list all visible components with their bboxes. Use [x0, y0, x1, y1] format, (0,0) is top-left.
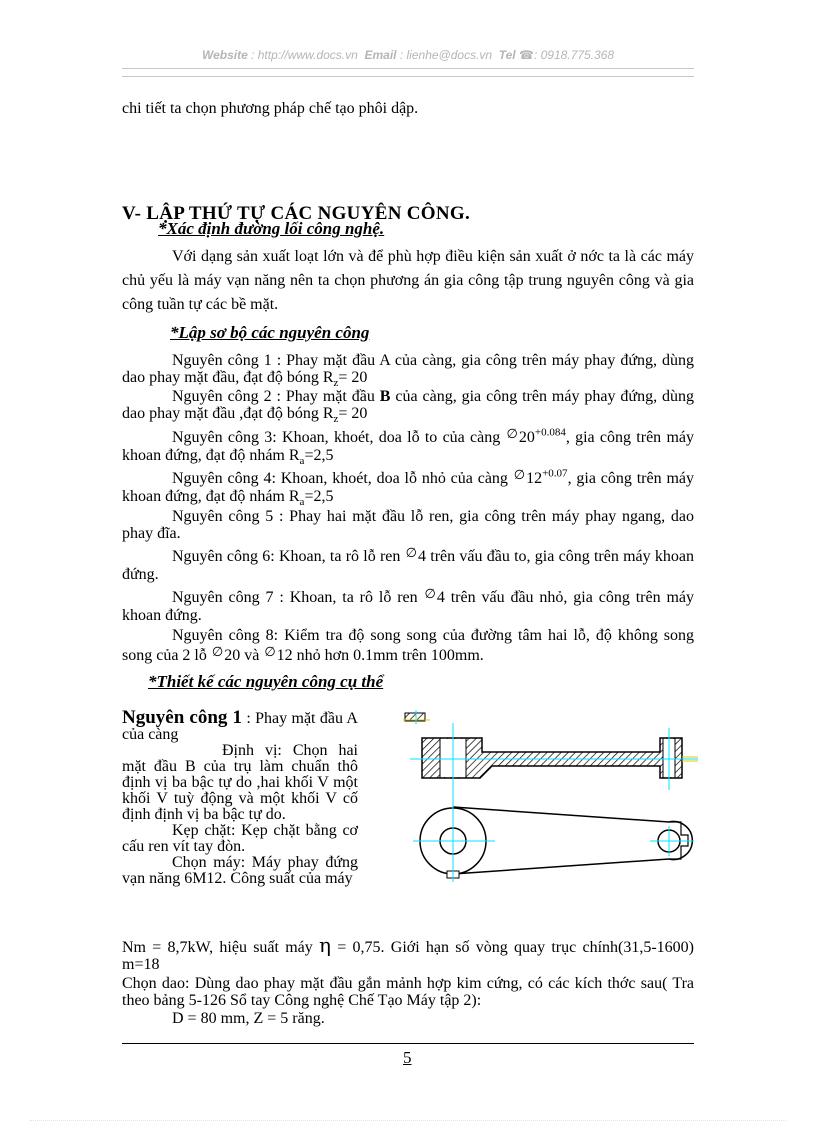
- operation-1: Nguyên công 1 : Phay mặt đầu A của càng, gia công trên máy phay đứng, dùng dao phay mặt đầu, đạt độ bóng $R_z= 20$: [122, 352, 694, 390]
- subheading-ops: *Lập sơ bộ các nguyên công: [170, 323, 370, 342]
- email-link[interactable]: : lienhe@docs.vn: [399, 48, 493, 62]
- operation-3: Nguyên công 3: Khoan, khoét, doa lỗ to của càng $^\emptyset 20^{+0.084}$, gia công trên máy khoan đứng, đạt độ nhám $R_a=2,5$: [122, 426, 694, 468]
- nc1-details: [122, 933, 694, 1027]
- machine-power: Nm = 8,7kW, hiệu suất máy η = 0,75. Giới hạn số vòng quay trục chính(31,5-1600) m=18: [122, 933, 694, 973]
- diameter-icon: ∅: [506, 427, 518, 442]
- operation-6: Nguyên công 6: Khoan, ta rô lỗ ren ∅4 trên vấu đầu to, gia công trên máy khoan đứng.: [122, 546, 695, 583]
- tool-selection: Chọn dao: Dùng dao phay mặt đầu gắn mảnh hợp kim cứng, có các kích thớc sau( Tra theo bảng 5-126 Sổ tay Công nghệ Chế Tạo Máy tập 2):: [122, 975, 694, 1009]
- plan-view: [413, 800, 694, 882]
- nc1-chon-may: Chọn máy: Máy phay đứng vạn năng 6M12. Công suất của máy: [122, 854, 358, 887]
- diameter-icon: ∅: [513, 468, 526, 483]
- nc1-column: [122, 707, 358, 887]
- page-bottom-dots: [30, 1120, 786, 1121]
- website-link[interactable]: : http://www.docs.vn: [251, 48, 358, 62]
- operation-4: Nguyên công 4: Khoan, khoét, doa lỗ nhỏ của càng $^\emptyset 12^{+0.07}$, gia công trên máy khoan đứng, đạt độ nhám $R_a=2,5$: [122, 467, 694, 509]
- phone-icon: ☎: [519, 48, 534, 62]
- nc1-kep-chat: Kẹp chặt: Kẹp chặt bằng cơ cấu ren vít tay đòn.: [122, 822, 358, 855]
- operations-list: [122, 352, 694, 667]
- operation-2: Nguyên công 2 : Phay mặt đầu B của càng, gia công trên máy phay đứng, dùng dao phay mặt đầu ,đạt độ bóng $R_z= 20$: [122, 388, 695, 426]
- diameter-icon: ∅: [405, 546, 417, 561]
- website-label: Website: [201, 48, 248, 62]
- subheading-design: *Thiết kế các nguyên công cụ thể: [148, 672, 384, 691]
- email-label: Email: [364, 48, 397, 62]
- diameter-icon: ∅: [424, 587, 436, 602]
- page-number: 5: [403, 1048, 412, 1067]
- footer-rule: [122, 1043, 694, 1044]
- operation-5: Nguyên công 5 : Phay hai mặt đầu lỗ ren, gia công trên máy phay ngang, dao phay đĩa.: [122, 508, 694, 542]
- nc1-title: Nguyên công 1 : Phay mặt đầu A của càng: [122, 707, 358, 743]
- section-view: [403, 710, 698, 816]
- header-rule: [122, 68, 694, 69]
- paragraph-route: Với dạng sản xuất loạt lớn và để phù hợp điều kiện sản xuất ở nớc ta là các máy chủ yếu là máy vạn năng nên ta chọn phương án gia công tập trung nguyên công và gia công tuần tự các bề mặt.: [122, 248, 694, 313]
- diameter-icon: ∅: [264, 645, 276, 660]
- section-heading: V- LẬP THỨ TỰ CÁC NGUYÊN CÔNG.: [122, 203, 471, 224]
- operation-7: Nguyên công 7 : Khoan, ta rô lỗ ren ∅4 trên vấu đầu nhỏ, gia công trên máy khoan đứng.: [122, 587, 695, 624]
- intro-line: chi tiết ta chọn phương pháp chế tạo phôi dập.: [122, 100, 419, 117]
- part-sketch: [400, 708, 700, 883]
- header-rule-2: [122, 76, 694, 77]
- nc1-dinh-vi: Định vị: Chọn hai mặt đầu B của trụ làm chuẩn thô định vị ba bậc tự do ,hai khối V một khối V tuỳ động và một khối V cố định định vị ba bậc tự do.: [122, 742, 358, 823]
- eta-symbol: η: [319, 933, 331, 957]
- tool-dimensions: D = 80 mm, Z = 5 răng.: [172, 1010, 325, 1027]
- page-header: [0, 48, 816, 62]
- tel-label: Tel: [498, 48, 516, 62]
- tel-value: : 0918.775.368: [533, 48, 615, 62]
- diameter-icon: ∅: [211, 645, 224, 660]
- operation-8: Nguyên công 8: Kiểm tra độ song song của đường tâm hai lỗ, độ không song song của 2 lỗ ∅20 và ∅12 nhỏ hơn 0.1mm trên 100mm.: [122, 627, 694, 664]
- subheading-route: *Xác định đường lối công nghệ.: [158, 219, 385, 238]
